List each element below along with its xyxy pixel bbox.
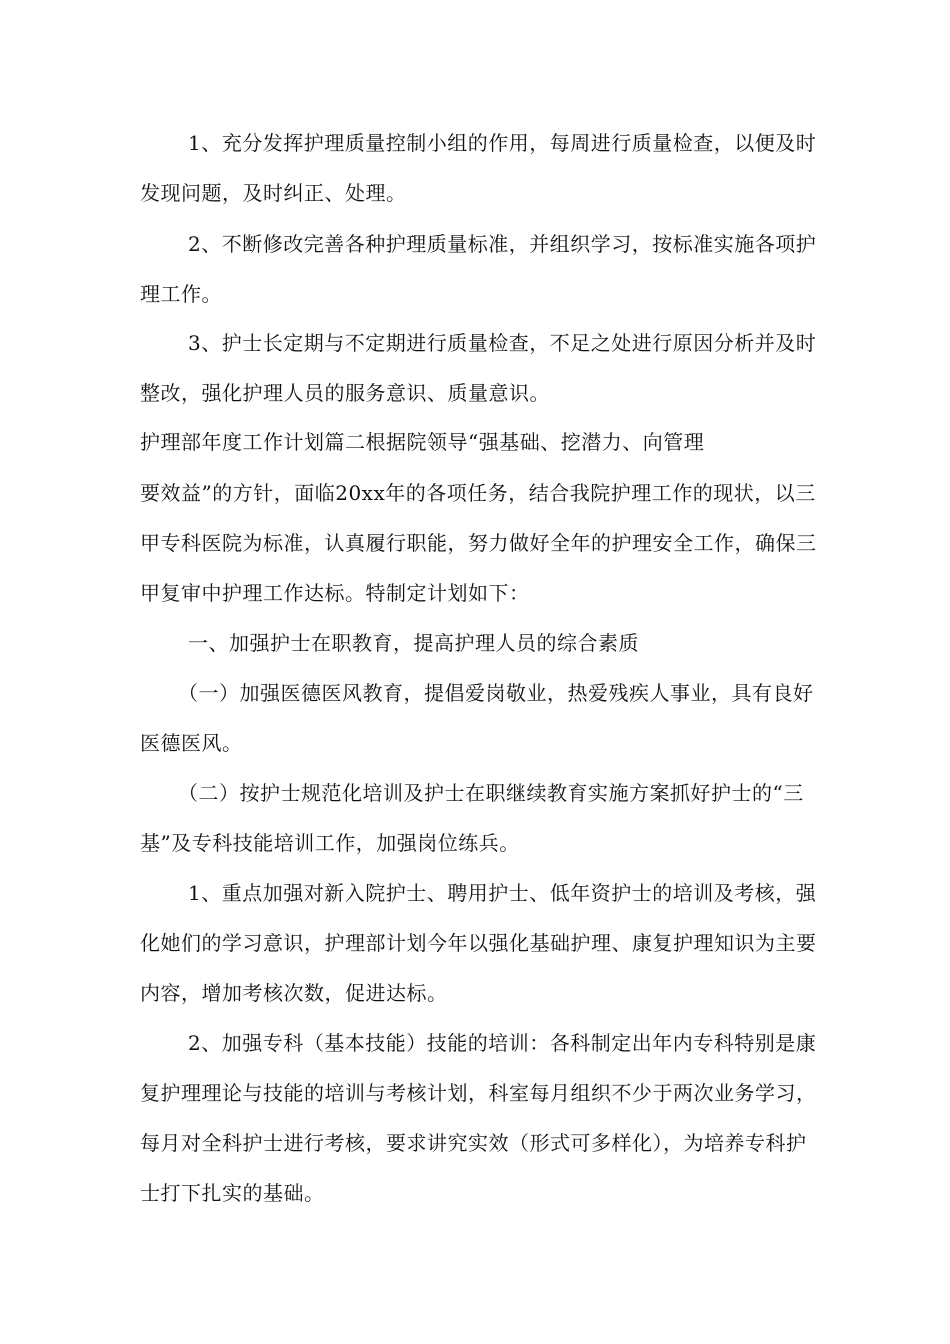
paragraph-line: 每月对全科护士进行考核，要求讲究实效（形式可多样化），为培养专科护	[140, 1131, 807, 1155]
paragraph-line: 1、充分发挥护理质量控制小组的作用，每周进行质量检查，以便及时	[188, 131, 817, 155]
paragraph-line: 要效益”的方针，面临20xx年的各项任务，结合我院护理工作的现状，以三	[140, 481, 816, 505]
paragraph-line: 发现问题，及时纠正、处理。	[140, 181, 407, 205]
paragraph-line: 复护理理论与技能的培训与考核计划，科室每月组织不少于两次业务学习，	[140, 1081, 817, 1105]
paragraph-line: 2、加强专科（基本技能）技能的培训：各科制定出年内专科特别是康	[188, 1031, 817, 1055]
paragraph-line: 甲复审中护理工作达标。特制定计划如下：	[140, 581, 530, 605]
paragraph-line: 3、护士长定期与不定期进行质量检查，不足之处进行原因分析并及时	[188, 331, 817, 355]
paragraph-line: 士打下扎实的基础。	[140, 1181, 325, 1205]
paragraph-line: 化她们的学习意识，护理部计划今年以强化基础护理、康复护理知识为主要	[140, 931, 817, 955]
paragraph-line: 甲专科医院为标准，认真履行职能，努力做好全年的护理安全工作，确保三	[140, 531, 817, 555]
paragraph-line: 1、重点加强对新入院护士、聘用护士、低年资护士的培训及考核，强	[188, 881, 817, 905]
paragraph-line: 整改，强化护理人员的服务意识、质量意识。	[140, 381, 550, 405]
paragraph-line: 理工作。	[140, 282, 222, 306]
paragraph-line: 内容，增加考核次数，促进达标。	[140, 981, 448, 1005]
paragraph-line: 基”及专科技能培训工作，加强岗位练兵。	[140, 831, 520, 855]
paragraph-line: 医德医风。	[140, 731, 243, 755]
paragraph-line: （二）按护士规范化培训及护士在职继续教育实施方案抓好护士的“三	[178, 781, 804, 805]
paragraph-line: （一）加强医德医风教育，提倡爱岗敬业，热爱残疾人事业，具有良好	[178, 681, 814, 705]
paragraph-line: 2、不断修改完善各种护理质量标准，并组织学习，按标准实施各项护	[188, 232, 817, 256]
heading-line: 一、加强护士在职教育，提高护理人员的综合素质	[188, 631, 639, 655]
section-heading-line: 护理部年度工作计划篇二根据院领导“强基础、挖潜力、向管理	[140, 430, 705, 454]
